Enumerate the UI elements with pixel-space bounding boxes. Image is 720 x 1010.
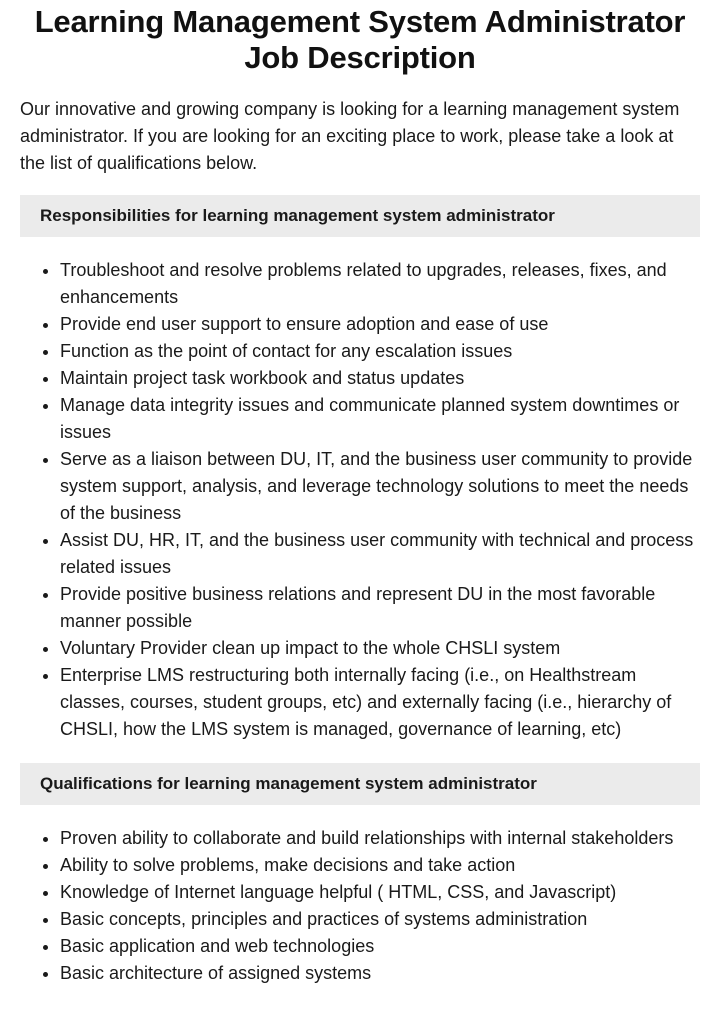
list-item: • Serve as a liaison between DU, IT, and the business user community to provide system support, analysis, and leverage technology solutions to meet the needs of the business bbox=[60, 446, 700, 527]
page-title: Learning Management System Administrator Job Description bbox=[34, 4, 686, 75]
list-item: • Maintain project task workbook and status updates bbox=[60, 365, 700, 392]
list-item: • Provide positive business relations and represent DU in the most favorable manner possible bbox=[60, 581, 700, 635]
list-item: • Voluntary Provider clean up impact to the whole CHSLI system bbox=[60, 635, 700, 662]
list-item: • Manage data integrity issues and communicate planned system downtimes or issues bbox=[60, 392, 700, 446]
qualifications-header: Qualifications for learning management system administrator bbox=[20, 763, 700, 805]
list-item: • Assist DU, HR, IT, and the business user community with technical and process related issues bbox=[60, 527, 700, 581]
responsibilities-header: Responsibilities for learning management system administrator bbox=[20, 195, 700, 237]
intro-paragraph: Our innovative and growing company is looking for a learning management system administrator. If you are looking for an exciting place to work, please take a look at the list of qualifications below. bbox=[20, 99, 680, 173]
list-item: • Proven ability to collaborate and build relationships with internal stakeholders bbox=[60, 825, 700, 852]
list-item: • Basic concepts, principles and practices of systems administration bbox=[60, 906, 700, 933]
responsibilities-list bbox=[20, 257, 700, 743]
list-item: • Function as the point of contact for any escalation issues bbox=[60, 338, 700, 365]
list-item: • Basic architecture of assigned systems bbox=[60, 960, 700, 987]
list-item: • Enterprise LMS restructuring both internally facing (i.e., on Healthstream classes, courses, student groups, etc) and externally facing (i.e., hierarchy of CHSLI, how the LMS system is managed, governance of learning, etc) bbox=[60, 662, 700, 743]
list-item: • Ability to solve problems, make decisions and take action bbox=[60, 852, 700, 879]
list-item: • Basic application and web technologies bbox=[60, 933, 700, 960]
qualifications-list bbox=[20, 825, 700, 987]
list-item: • Provide end user support to ensure adoption and ease of use bbox=[60, 311, 700, 338]
list-item: • Knowledge of Internet language helpful ( HTML, CSS, and Javascript) bbox=[60, 879, 700, 906]
list-item: • Troubleshoot and resolve problems related to upgrades, releases, fixes, and enhancements bbox=[60, 257, 700, 311]
